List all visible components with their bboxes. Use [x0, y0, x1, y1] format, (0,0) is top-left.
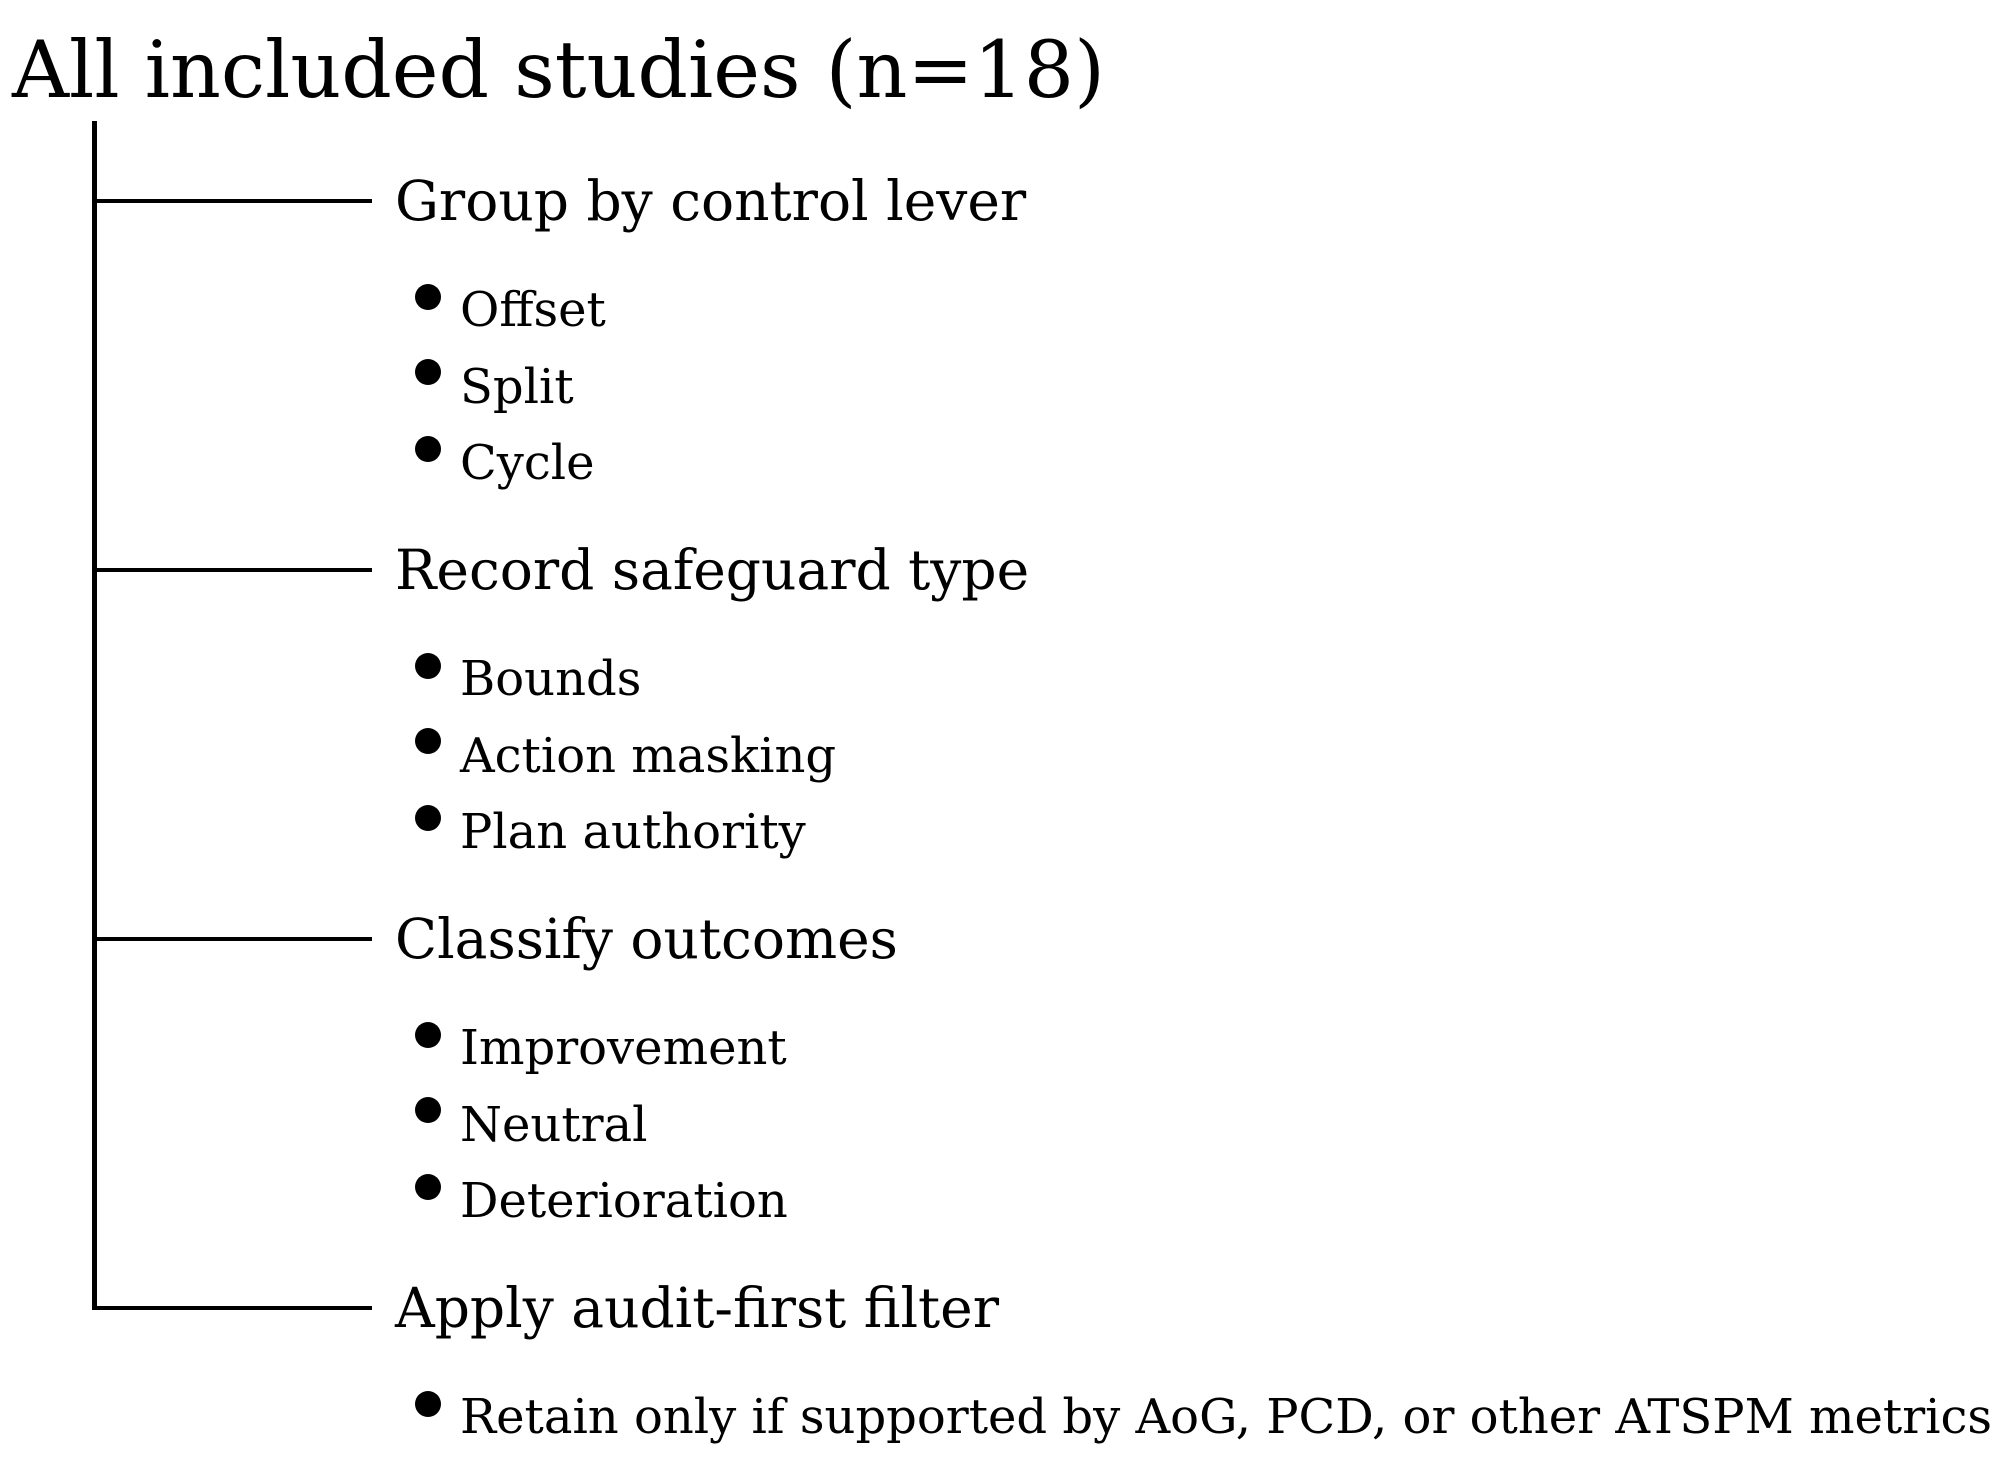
- branch-connector: [142, 1306, 372, 1310]
- bullet-icon: [415, 1097, 441, 1123]
- branch-connector: [92, 568, 372, 572]
- branch-connector: [92, 199, 372, 203]
- stage-label: Apply audit-first filter: [395, 1276, 999, 1340]
- list-item: Retain only if supported by AoG, PCD, or other ATSPM metrics: [460, 1389, 1993, 1445]
- bullet-icon: [415, 359, 441, 385]
- list-item: Deterioration: [460, 1173, 788, 1229]
- branch-connector: [92, 937, 372, 941]
- list-item: Action masking: [460, 728, 837, 784]
- bullet-icon: [415, 728, 441, 754]
- list-item: Neutral: [460, 1097, 648, 1153]
- bullet-icon: [415, 436, 441, 462]
- list-item: Split: [460, 359, 574, 415]
- root-title: All included studies (n=18): [12, 24, 1105, 116]
- bullet-icon: [415, 1174, 441, 1200]
- list-item: Cycle: [460, 435, 595, 491]
- stage-label: Group by control lever: [395, 169, 1027, 233]
- list-item: Offset: [460, 282, 606, 338]
- tree-trunk-line: [92, 121, 97, 1309]
- bullet-icon: [415, 653, 441, 679]
- list-item: Improvement: [460, 1020, 787, 1076]
- bullet-icon: [415, 1391, 441, 1417]
- list-item: Plan authority: [460, 804, 806, 860]
- bullet-icon: [415, 805, 441, 831]
- bullet-icon: [415, 284, 441, 310]
- branch-connector-elbow: [92, 1306, 142, 1310]
- stage-label: Record safeguard type: [395, 538, 1030, 602]
- bullet-icon: [415, 1022, 441, 1048]
- stage-label: Classify outcomes: [395, 907, 898, 971]
- list-item: Bounds: [460, 651, 642, 707]
